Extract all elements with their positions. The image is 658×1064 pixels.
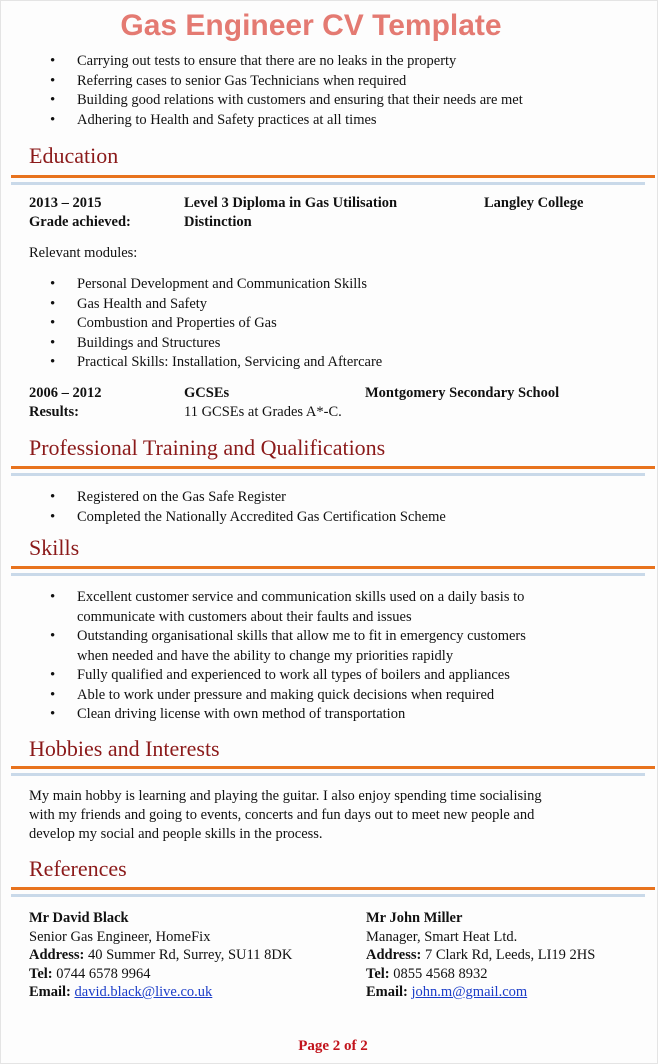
modules-list (29, 275, 649, 373)
education-qualification: Level 3 Diploma in Gas Utilisation (184, 195, 398, 211)
list-item: • Practical Skills: Installation, Servicing and Aftercare (29, 353, 649, 373)
list-item (29, 666, 654, 686)
reference-role: Senior Gas Engineer, HomeFix (29, 928, 211, 945)
tel-value: 0744 6578 9964 (52, 965, 151, 982)
reference-1 (29, 909, 349, 1002)
section-divider (11, 887, 655, 890)
list-item (29, 627, 654, 666)
skill-line: when needed and have the ability to change my priorities rapidly (77, 647, 454, 664)
skill-line: Clean driving license with own method of transportation (77, 706, 406, 722)
address-label: Address: (366, 947, 422, 963)
email-label: Email: (366, 984, 408, 1000)
hobbies-line: develop my social and people skills in the process. (29, 826, 323, 842)
results-value: 11 GCSEs at Grades A*-C. (184, 404, 342, 420)
hobbies-line: My main hobby is learning and playing the guitar. I also enjoy spending time socialising (29, 788, 542, 804)
email-link[interactable]: john.m@gmail.com (411, 984, 528, 1000)
document-title: Gas Engineer CV Template (120, 9, 502, 42)
reference-name: Mr John Miller (366, 910, 463, 926)
reference-tel (29, 965, 349, 984)
intro-bullet-list (29, 52, 649, 130)
section-divider (11, 175, 655, 178)
education-heading: Education (29, 143, 119, 168)
reference-tel (366, 965, 651, 984)
list-item: • Personal Development and Communication Skills (29, 275, 649, 295)
reference-email (366, 983, 651, 1002)
address-label: Address: (29, 947, 85, 963)
list-item (29, 588, 654, 627)
references-heading: References (29, 856, 127, 881)
list-item: • Buildings and Structures (29, 334, 649, 354)
address-value: 7 Clark Rd, Leeds, LI19 2HS (421, 947, 596, 963)
education-years: 2006 – 2012 (29, 385, 102, 401)
section-divider (11, 766, 655, 769)
grade-label: Grade achieved: (29, 214, 131, 230)
list-item (29, 686, 654, 706)
skills-heading: Skills (29, 535, 80, 560)
hobbies-line: with my friends and going to events, concerts and fun days out to meet new people and (29, 807, 535, 823)
reference-role: Manager, Smart Heat Ltd. (366, 928, 518, 945)
address-value: 40 Summer Rd, Surrey, SU11 8DK (84, 947, 293, 963)
section-divider (11, 573, 645, 576)
reference-email (29, 983, 349, 1002)
list-item: • Building good relations with customers and ensuring that their needs are met (29, 91, 649, 111)
training-heading: Professional Training and Qualifications (29, 435, 386, 460)
modules-label: Relevant modules: (29, 245, 138, 261)
hobbies-paragraph (29, 787, 654, 844)
skill-line: Able to work under pressure and making quick decisions when required (77, 686, 495, 703)
email-label: Email: (29, 984, 71, 1000)
tel-value: 0855 4568 8932 (389, 965, 488, 982)
list-item: • Gas Health and Safety (29, 295, 649, 315)
list-item (29, 705, 654, 725)
section-divider (11, 894, 645, 897)
list-item: • Completed the Nationally Accredited Gas Certification Scheme (29, 508, 649, 528)
reference-2 (366, 909, 651, 1002)
email-link[interactable]: david.black@live.co.uk (74, 984, 213, 1000)
skill-line: communicate with customers about their faults and issues (77, 608, 412, 625)
page-number: Page 2 of 2 (298, 1038, 368, 1054)
reference-name: Mr David Black (29, 910, 129, 926)
section-divider (11, 773, 645, 776)
list-item: • Registered on the Gas Safe Register (29, 488, 649, 508)
list-item: • Carrying out tests to ensure that there are no leaks in the property (29, 52, 649, 72)
reference-address (29, 946, 349, 965)
grade-value: Distinction (184, 214, 252, 230)
section-divider (11, 182, 645, 185)
tel-label: Tel: (366, 965, 390, 982)
reference-address (366, 946, 651, 965)
list-item: • Referring cases to senior Gas Technicians when required (29, 72, 649, 92)
section-divider (11, 566, 655, 569)
skill-line: Fully qualified and experienced to work all types of boilers and appliances (77, 667, 510, 683)
skill-line: Outstanding organisational skills that allow me to fit in emergency customers (77, 628, 526, 644)
results-label: Results: (29, 404, 79, 420)
skills-list (29, 588, 654, 725)
list-item: • Adhering to Health and Safety practices at all times (29, 111, 649, 131)
tel-label: Tel: (29, 965, 53, 982)
education-years: 2013 – 2015 (29, 195, 102, 211)
list-item: • Combustion and Properties of Gas (29, 314, 649, 334)
skill-line: Excellent customer service and communication skills used on a daily basis to (77, 589, 525, 605)
section-divider (11, 473, 645, 476)
section-divider (11, 466, 655, 469)
education-institution: Langley College (484, 195, 584, 211)
training-list (29, 488, 649, 527)
hobbies-heading: Hobbies and Interests (29, 736, 220, 761)
education-institution: Montgomery Secondary School (365, 385, 560, 401)
education-qualification: GCSEs (184, 385, 230, 401)
